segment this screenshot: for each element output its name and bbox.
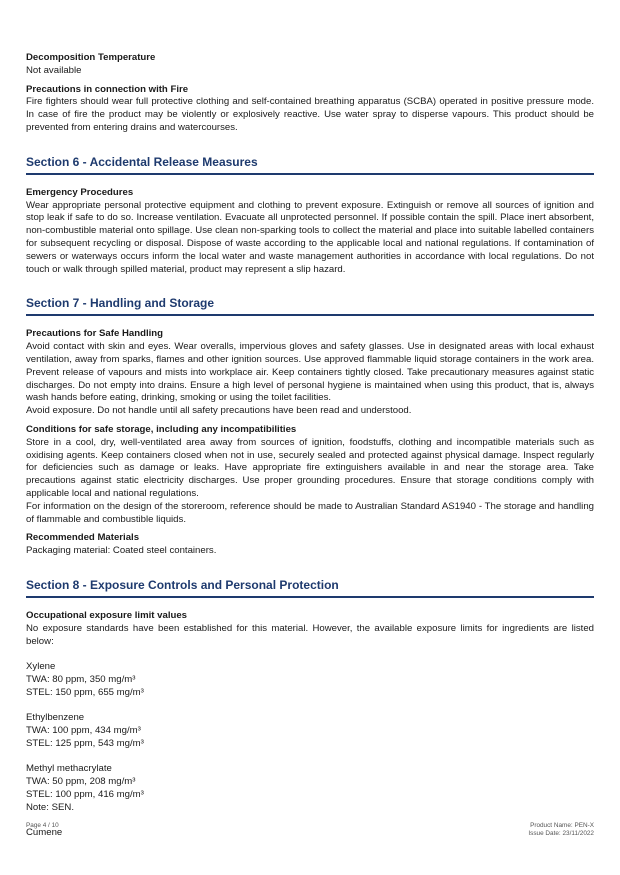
ingredient-limit: STEL: 125 ppm, 543 mg/m³	[26, 737, 144, 749]
section-8-header	[26, 578, 594, 598]
section-title: Section 8 - Exposure Controls and Personal Protection	[26, 578, 594, 598]
safe-handling-text: Avoid contact with skin and eyes. Wear overalls, impervious gloves and safety glasses. Use in designated areas with local exhaust ventilation, away from sparks, flames and other ignition sources. Use approved flammable liquid storage containers in the work area. Prevent release of vapours and mists into workplace air. Keep containers tightly closed. Take precautionary measures against static discharges. Do not empty into drains. Ensure a high level of personal hygiene is maintained when using this product, that is, always wash hands before eating, drinking, smoking or using the toilet facilities.	[26, 341, 594, 404]
ingredient-name: Cumene	[26, 827, 63, 839]
safe-handling-text-2: Avoid exposure. Do not handle until all safety precautions have been read and understood.	[26, 405, 412, 417]
fire-precautions-heading: Precautions in connection with Fire	[26, 83, 189, 95]
recommended-materials-text: Packaging material: Coated steel containers.	[26, 545, 217, 557]
safe-storage-heading: Conditions for safe storage, including any incompatibilities	[26, 423, 297, 435]
emergency-procedures-text: Wear appropriate personal protective equipment and clothing to prevent exposure. Extinguish or remove all sources of ignition and stop leak if safe to do so. Increase ventilation. Evacuate all unprotected personnel. If possible contain the spill. Place inert absorbent, non-combustible material onto spillage. Use clean non-sparking tools to collect the material and place into suitable labelled containers for subsequent recycling or disposal. Dispose of waste according to the applicable local and national regulations. If contamination of sewers or waterways occurs inform the local water and waste management authorities in accordance with local regulations. Do not touch or walk through spilled material, product may represent a slip hazard.	[26, 199, 594, 275]
section-title: Section 6 - Accidental Release Measures	[26, 155, 594, 175]
decomposition-value: Not available	[26, 64, 82, 76]
section-6-header	[26, 155, 594, 175]
page-number: Page 4 / 10	[26, 822, 59, 829]
safe-storage-text: Store in a cool, dry, well-ventilated area away from sources of ignition, foodstuffs, clothing and incompatible materials such as oxidising agents. Keep containers closed when not in use, securely sealed and protected against physical damage. Inspect regularly for deficiencies such as damage or leaks. Have appropriate fire extinguishers available in and near the storage area. Take precautions against static electricity discharges. Use proper grounding procedures. Ensure that storage conditions comply with applicable local and national regulations.	[26, 436, 594, 499]
safe-handling-heading: Precautions for Safe Handling	[26, 328, 164, 340]
ingredient-name: Xylene	[26, 661, 56, 673]
footer-info	[528, 822, 594, 838]
section-7-header	[26, 296, 594, 316]
ingredient-limit: TWA: 80 ppm, 350 mg/m³	[26, 673, 136, 685]
ingredient-limit: STEL: 150 ppm, 655 mg/m³	[26, 686, 144, 698]
recommended-materials-heading: Recommended Materials	[26, 532, 140, 544]
exposure-limits-text: No exposure standards have been established for this material. However, the available exposure limits for ingredients are listed below:	[26, 622, 594, 647]
section-title: Section 7 - Handling and Storage	[26, 296, 594, 316]
safe-storage-text-2: For information on the design of the storeroom, reference should be made to Australian Standard AS1940 - The storage and handling of flammable and combustible liquids.	[26, 500, 594, 525]
ingredient-name: Methyl methacrylate	[26, 763, 112, 775]
fire-precautions-text: Fire fighters should wear full protective clothing and self-contained breathing apparatus (SCBA) operated in positive pressure mode. In case of fire the product may be violently or explosively reactive. Use water spray to disperse vapours. This product should be prevented from entering drains and watercourses.	[26, 96, 594, 133]
exposure-limits-heading: Occupational exposure limit values	[26, 609, 188, 621]
product-name: Product Name: PEN-X	[530, 822, 594, 829]
ingredient-limit: TWA: 50 ppm, 208 mg/m³	[26, 776, 136, 788]
document-page	[26, 52, 594, 840]
ingredient-list	[26, 648, 594, 840]
ingredient-limit: TWA: 100 ppm, 434 mg/m³	[26, 725, 141, 737]
ingredient-name: Ethylbenzene	[26, 712, 85, 724]
emergency-procedures-heading: Emergency Procedures	[26, 186, 134, 198]
ingredient-limit: STEL: 100 ppm, 416 mg/m³	[26, 789, 144, 801]
decomposition-heading: Decomposition Temperature	[26, 52, 156, 63]
ingredient-limit: Note: SEN.	[26, 801, 74, 813]
issue-date: Issue Date: 23/11/2022	[528, 830, 594, 837]
